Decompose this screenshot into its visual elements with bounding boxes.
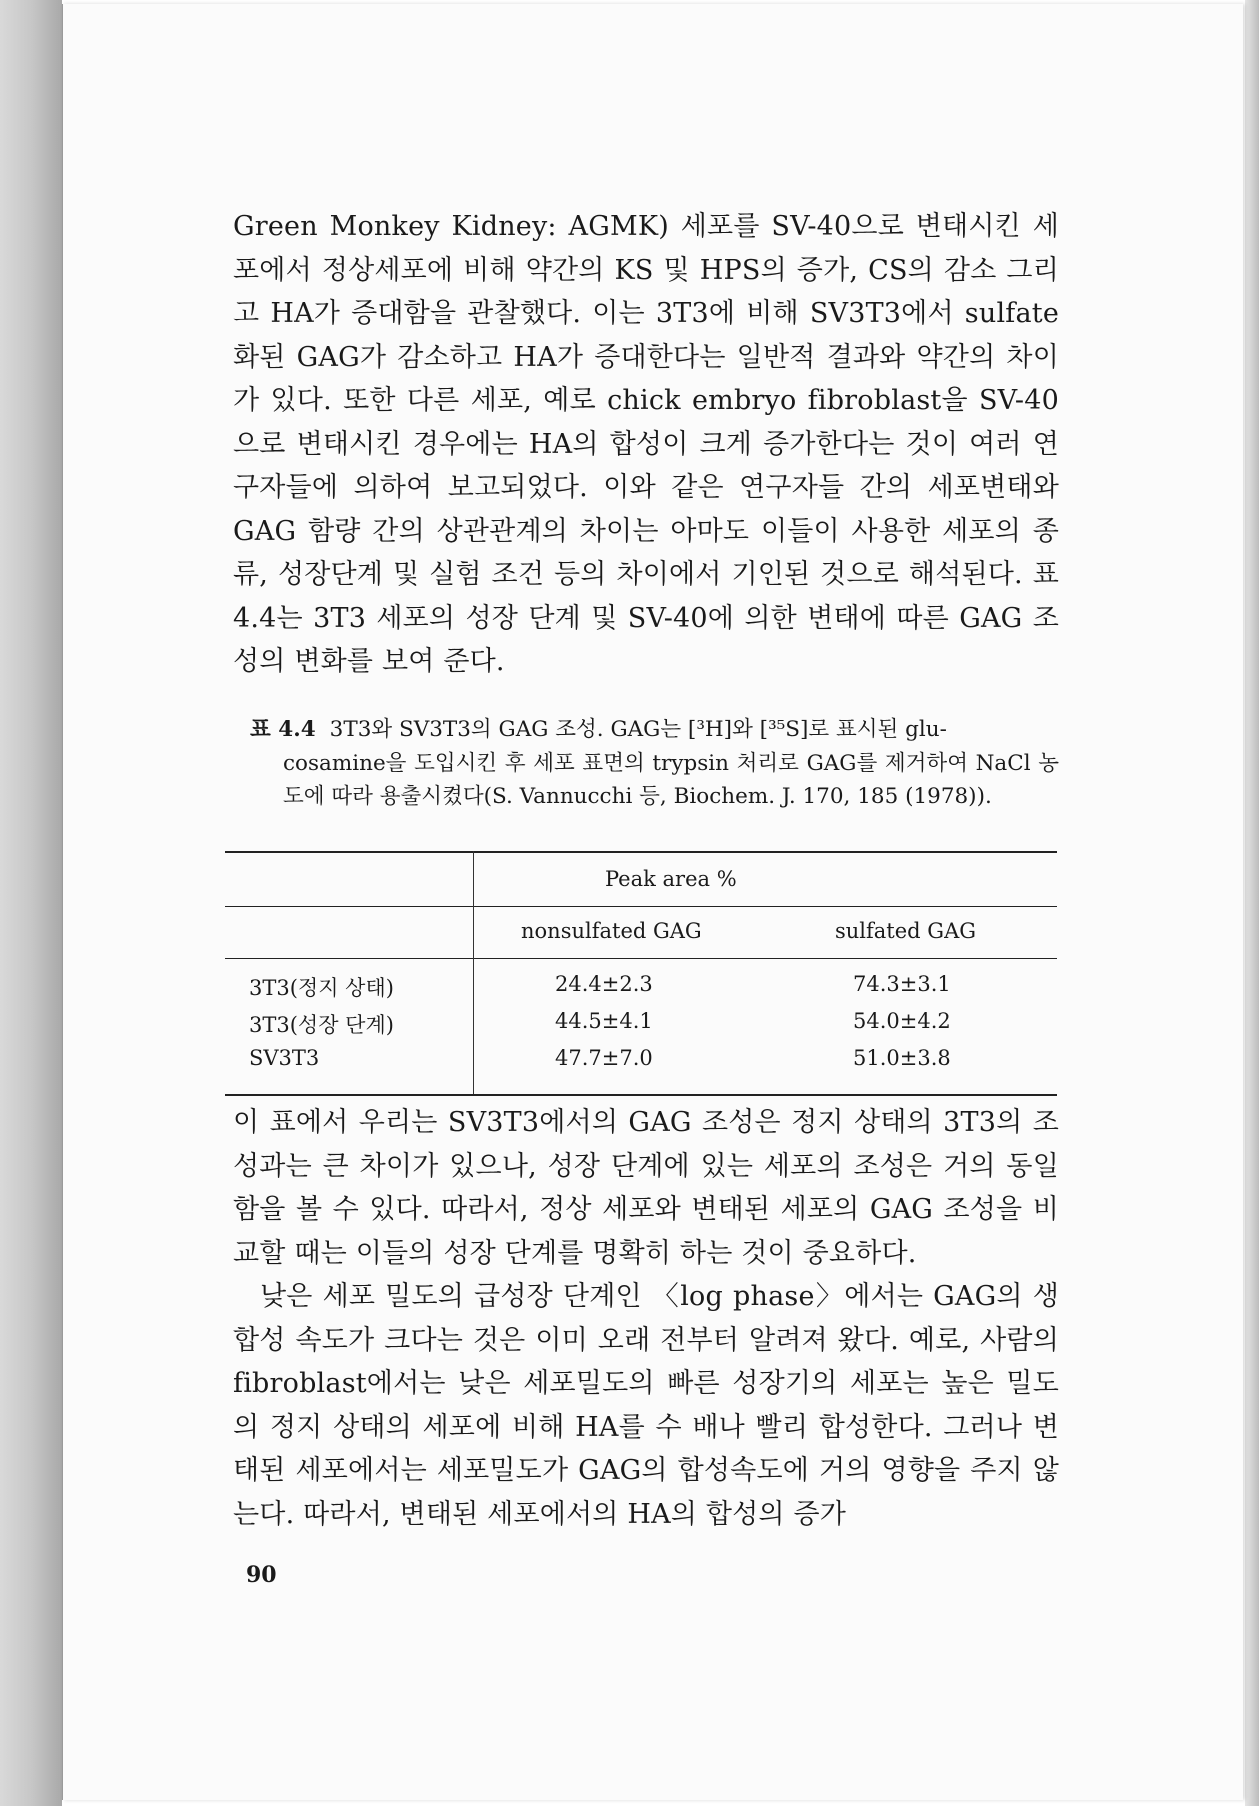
page-number: 90 — [246, 1562, 277, 1588]
body-paragraph-1: Green Monkey Kidney: AGMK) 세포를 SV-40으로 변태시킨 세포에서 정상세포에 비해 약간의 KS 및 HPS의 증가, CS의 감소 그리고 HA가 증대함을 관찰했다. 이는 3T3에 비해 SV3T3에서 sulfate화된 GAG가 감소하고 HA가 증대한다는 일반적 결과와 약간의 차이가 있다. 또한 다른 세포, 예로 chick embryo fibroblast을 SV-40으로 변태시킨 경우에는 HA의 합성이 크게 증가한다는 것이 여러 연구자들에 의하여 보고되었다. 이와 같은 연구자들 간의 세포변태와 GAG 함량 간의 상관관계의 차이는 아마도 이들이 사용한 세포의 종류, 성장단계 및 실험 조건 등의 차이에서 기인된 것으로 해석된다. 표 4.4는 3T3 세포의 성장 단계 및 SV-40에 의한 변태에 따른 GAG 조성의 변화를 보여 준다. — [233, 211, 1059, 677]
caption-continuation: cosamine을 도입시킨 후 세포 표면의 trypsin 처리로 GAG를 제거하여 NaCl 농도에 따라 용출시켰다(S. Vannucchi 등, Biochem. J. 170, 185 (1978)). — [283, 750, 1059, 809]
table-group-header: Peak area % — [605, 867, 737, 891]
caption-text: 3T3와 SV3T3의 GAG 조성. GAG는 [³H]와 [³⁵S]로 표시된 glu- — [329, 717, 947, 742]
table-row-label: SV3T3 — [249, 1046, 320, 1070]
page-right-edge — [1245, 0, 1259, 1806]
table-cell: 54.0±4.2 — [853, 1009, 951, 1033]
body-paragraph-2: 이 표에서 우리는 SV3T3에서의 GAG 조성은 정지 상태의 3T3의 조성과는 큰 차이가 있으나, 성장 단계에 있는 세포의 조성은 거의 동일함을 볼 수 있다. 따라서, 정상 세포와 변태된 세포의 GAG 조성을 비교할 때는 이들의 성장 단계를 명확히 하는 것이 중요하다. — [233, 1107, 1059, 1269]
table-cell: 44.5±4.1 — [555, 1009, 653, 1033]
table-row-label: 3T3(정지 상태) — [249, 976, 394, 1000]
table-bottom-rule — [225, 1094, 1057, 1096]
table-cell: 74.3±3.1 — [853, 972, 951, 996]
table-col1-header: nonsulfated GAG — [521, 919, 702, 943]
table-col2-header: sulfated GAG — [835, 919, 977, 943]
table-top-rule — [225, 851, 1057, 853]
table-stub-rule — [225, 906, 473, 907]
book-spine-edge — [0, 0, 62, 1806]
body-paragraph-3: 낮은 세포 밀도의 급성장 단계인 〈log phase〉에서는 GAG의 생합성 속도가 크다는 것은 이미 오래 전부터 알려져 왔다. 예로, 사람의 fibroblast에서는 낮은 세포밀도의 빠른 성장기의 세포는 높은 밀도의 정지 상태의 세포에 비해 HA를 수 배나 빨리 합성한다. 그러나 변태된 세포에서는 세포밀도가 GAG의 합성속도에 거의 영향을 주지 않는다. 따라서, 변태된 세포에서의 HA의 합성의 증가 — [233, 1281, 1059, 1530]
table-cell: 24.4±2.3 — [555, 972, 653, 996]
table-caption — [250, 713, 1059, 814]
table-row-label: 3T3(성장 단계) — [249, 1013, 394, 1037]
table-cell: 47.7±7.0 — [555, 1046, 653, 1070]
table-group-rule — [473, 906, 1057, 907]
data-table — [225, 851, 1057, 1096]
table-header-rule — [225, 958, 1057, 959]
table-vertical-rule — [473, 851, 474, 1094]
table-cell: 51.0±3.8 — [853, 1046, 951, 1070]
body-text-lower — [233, 1101, 1059, 1536]
caption-label: 표 4.4 — [250, 717, 316, 742]
